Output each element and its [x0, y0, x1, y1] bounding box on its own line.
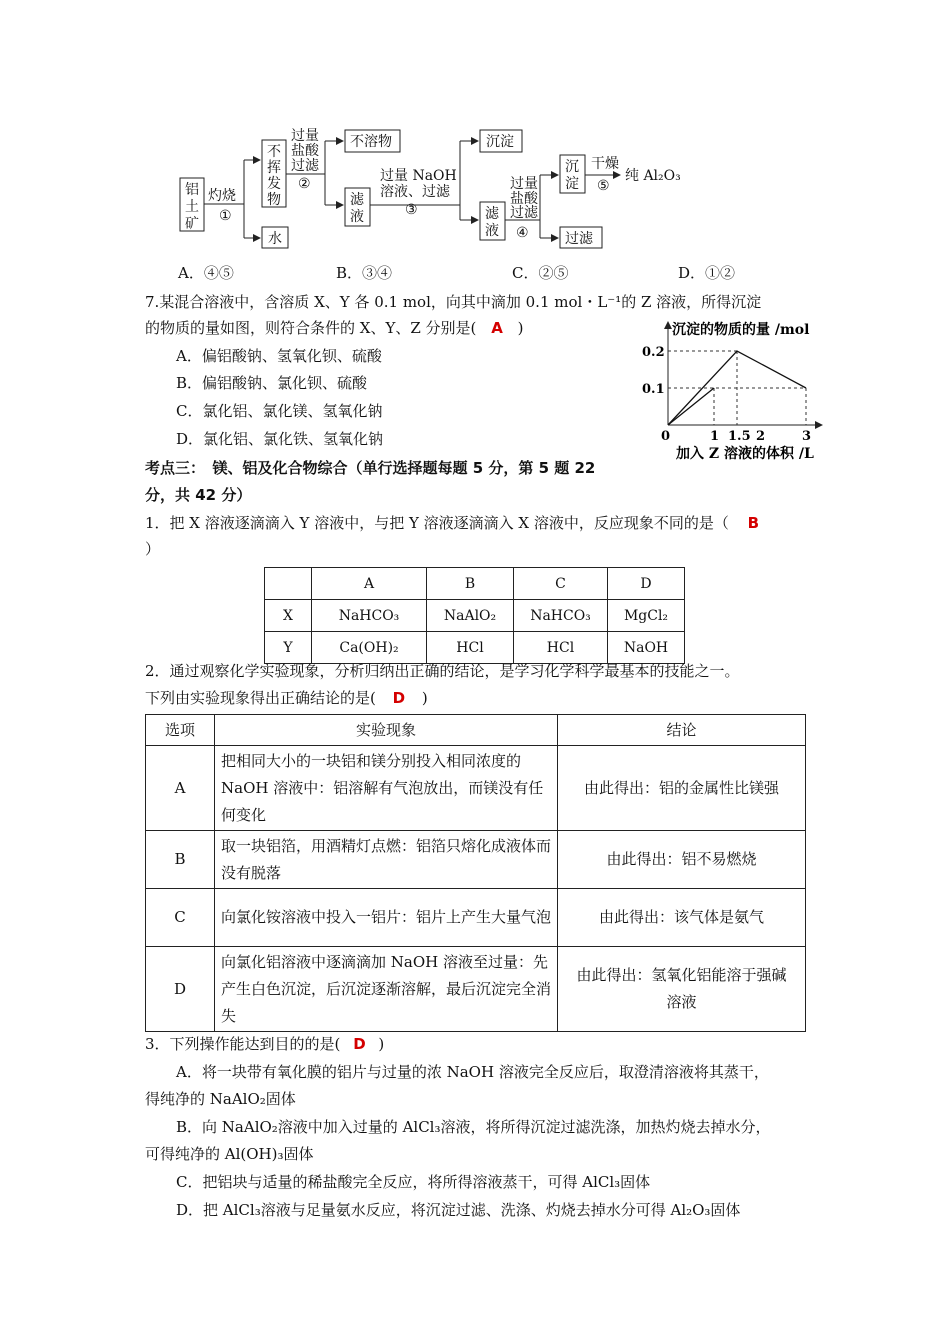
table-cell: NaAlO₂ — [427, 600, 514, 632]
q6-option[interactable]: B．③④ — [336, 264, 393, 282]
table-header: 实验现象 — [215, 715, 558, 746]
q3-option-d[interactable]: D．把 AlCl₃溶液与足量氨水反应，将沉淀过滤、洗涤、灼烧去掉水分可得 Al₂O₃固体 — [176, 1201, 741, 1219]
table-header: B — [427, 568, 514, 600]
q2-stem-text: 下列由实验现象得出正确结论的是( — [145, 689, 376, 707]
q7-stem: 7.某混合溶液中，含溶质 X、Y 各 0.1 mol，向其中滴加 0.1 mol・L⁻¹的 Z 溶液，所得沉淀 — [145, 293, 762, 311]
step1-number: ① — [219, 208, 232, 224]
q3-option-b[interactable]: 可得纯净的 Al(OH)₃固体 — [145, 1145, 314, 1163]
q1-answer: B — [747, 514, 760, 532]
step5-text: 干燥 — [591, 156, 619, 172]
filtrate2-char: 滤 — [485, 206, 499, 222]
q2-answer: D — [392, 689, 406, 707]
y-axis-label: 沉淀的物质的量 /mol — [672, 322, 810, 338]
table-cell: 由此得出：铝不易燃烧 — [558, 831, 806, 889]
table-row — [146, 831, 806, 889]
table-cell: A — [146, 746, 215, 831]
q7-option[interactable]: A．偏铝酸钠、氢氧化钡、硫酸 — [176, 347, 382, 365]
table-cell: 由此得出：铝的金属性比镁强 — [558, 746, 806, 831]
table-cell: D — [146, 947, 215, 1032]
table-header: A — [312, 568, 427, 600]
table-cell: 取一块铝箔，用酒精灯点燃：铝箔只熔化成液体而没有脱落 — [215, 831, 558, 889]
x-tick-label: 1 — [710, 429, 720, 444]
table-row — [146, 746, 806, 831]
table-cell: 由此得出：该气体是氨气 — [558, 889, 806, 947]
q3-option-a[interactable]: 得纯净的 NaAlO₂固体 — [145, 1090, 296, 1108]
water-label: 水 — [268, 231, 282, 247]
step3-number: ③ — [405, 202, 418, 218]
q3-option-c[interactable]: C．把铝块与适量的稀盐酸完全反应，将所得溶液蒸干，可得 AlCl₃固体 — [176, 1173, 651, 1191]
table-cell: 由此得出：氢氧化铝能溶于强碱溶液 — [558, 947, 806, 1032]
table-cell: B — [146, 831, 215, 889]
table-cell: X — [265, 600, 312, 632]
x-tick-label: 2 — [756, 429, 766, 444]
q1-close: ） — [145, 540, 161, 558]
ore-char: 铝 — [185, 182, 199, 198]
table-cell: NaOH — [608, 632, 685, 664]
q7-option[interactable]: B．偏铝酸钠、氯化钡、硫酸 — [176, 374, 368, 392]
nonvol-char: 不 — [267, 144, 281, 160]
precipitate-chart — [640, 314, 840, 464]
table-cell: NaHCO₃ — [514, 600, 608, 632]
step2-number: ② — [298, 176, 311, 192]
ore-char: 土 — [185, 199, 199, 215]
q3-stem-text: 3．下列操作能达到目的的是( — [145, 1035, 341, 1053]
table-row — [146, 889, 806, 947]
x-tick-label: 1.5 — [728, 429, 751, 444]
q2-table — [145, 714, 806, 1032]
q2-close: ) — [421, 689, 428, 707]
series-line — [668, 388, 714, 425]
table-cell: C — [146, 889, 215, 947]
table-cell: 把相同大小的一块铝和镁分别投入相同浓度的 NaOH 溶液中：铝溶解有气泡放出，而镁没有任何变化 — [215, 746, 558, 831]
table-row — [265, 600, 685, 632]
step4-number: ④ — [516, 225, 529, 241]
q1-stem-text: 1．把 X 溶液逐滴滴入 Y 溶液中，与把 Y 溶液逐滴滴入 X 溶液中，反应现象不同的是（ — [145, 514, 729, 532]
q2-stem — [145, 687, 428, 708]
table-cell: Ca(OH)₂ — [312, 632, 427, 664]
table-cell: NaHCO₃ — [312, 600, 427, 632]
section3-title: 考点三： 镁、铝及化合物综合（单行选择题每题 5 分，第 5 题 22 — [145, 459, 596, 477]
step4-text: 过量 — [510, 176, 538, 192]
table-header: D — [608, 568, 685, 600]
q6-option[interactable]: D．①② — [678, 264, 736, 282]
insoluble-label: 不溶物 — [350, 134, 392, 150]
nonvol-char: 物 — [267, 192, 281, 208]
x-tick-label: 3 — [802, 429, 812, 444]
q1-table — [264, 567, 685, 664]
step1-label: 灼烧 — [208, 188, 236, 204]
precip2-char: 沉 — [565, 159, 579, 175]
nonvol-char: 发 — [267, 176, 281, 192]
q3-close: ) — [378, 1035, 385, 1053]
section3-title: 分，共 42 分） — [145, 486, 252, 504]
y-tick-label: 0.1 — [642, 382, 665, 397]
q3-option-a[interactable]: A．将一块带有氧化膜的铝片与过量的浓 NaOH 溶液完全反应后，取澄清溶液将其蒸干， — [176, 1063, 769, 1081]
step5-number: ⑤ — [597, 178, 610, 194]
table-header: 选项 — [146, 715, 215, 746]
q7-stem-text: 的物质的量如图，则符合条件的 X、Y、Z 分别是( — [145, 319, 477, 337]
q3-option-b[interactable]: B．向 NaAlO₂溶液中加入过量的 AlCl₃溶液，将所得沉淀过滤洗涤，加热灼烧去掉水分， — [176, 1118, 771, 1136]
process-flow-diagram — [0, 0, 950, 260]
table-header: C — [514, 568, 608, 600]
filtrate1-char: 液 — [350, 209, 364, 225]
table-cell: 向氯化铝溶液中逐滴滴加 NaOH 溶液至过量：先产生白色沉淀，后沉淀逐渐溶解，最后沉淀完全消失 — [215, 947, 558, 1032]
table-row — [146, 947, 806, 1032]
q7-option[interactable]: D．氯化铝、氯化铁、氢氧化钠 — [176, 430, 384, 448]
q3-answer: D — [353, 1035, 366, 1053]
nonvol-char: 挥 — [267, 160, 281, 176]
table-row — [146, 715, 806, 746]
table-cell: Y — [265, 632, 312, 664]
q7-answer: A — [491, 319, 503, 337]
table-row — [265, 632, 685, 664]
ore-char: 矿 — [185, 216, 199, 232]
table-row — [265, 568, 685, 600]
step3-text: 过量 NaOH — [380, 168, 457, 184]
precip1-label: 沉淀 — [486, 134, 514, 150]
step2-text: 盐酸 — [291, 143, 319, 159]
x-axis-label: 加入 Z 溶液的体积 /L — [676, 446, 814, 462]
filtrate2-char: 液 — [485, 223, 499, 239]
y-tick-label: 0.2 — [642, 345, 665, 360]
q7-stem — [145, 317, 523, 338]
q7-close: ) — [517, 319, 524, 337]
q6-option[interactable]: C．②⑤ — [512, 264, 569, 282]
q6-option[interactable]: A．④⑤ — [178, 264, 234, 282]
filtrate1-char: 滤 — [350, 192, 364, 208]
step4-text: 盐酸 — [510, 191, 538, 207]
table-header: 结论 — [558, 715, 806, 746]
product-label: 纯 Al₂O₃ — [625, 168, 681, 184]
step3-text: 溶液、过滤 — [380, 184, 450, 200]
origin-label: 0 — [661, 429, 671, 444]
q1-stem — [145, 512, 759, 533]
q7-option[interactable]: C．氯化铝、氯化镁、氢氧化钠 — [176, 402, 383, 420]
precip2-char: 淀 — [565, 176, 579, 192]
table-cell: HCl — [427, 632, 514, 664]
q3-stem — [145, 1033, 384, 1054]
q2-stem: 2．通过观察化学实验现象，分析归纳出正确的结论，是学习化学科学最基本的技能之一。 — [145, 662, 740, 680]
step2-text: 过量 — [291, 128, 319, 144]
filter-out-label: 过滤 — [565, 231, 593, 247]
table-cell — [265, 568, 312, 600]
step4-text: 过滤 — [510, 205, 538, 221]
table-cell: MgCl₂ — [608, 600, 685, 632]
table-cell: 向氯化铵溶液中投入一铝片：铝片上产生大量气泡 — [215, 889, 558, 947]
table-cell: HCl — [514, 632, 608, 664]
step2-text: 过滤 — [291, 158, 319, 174]
